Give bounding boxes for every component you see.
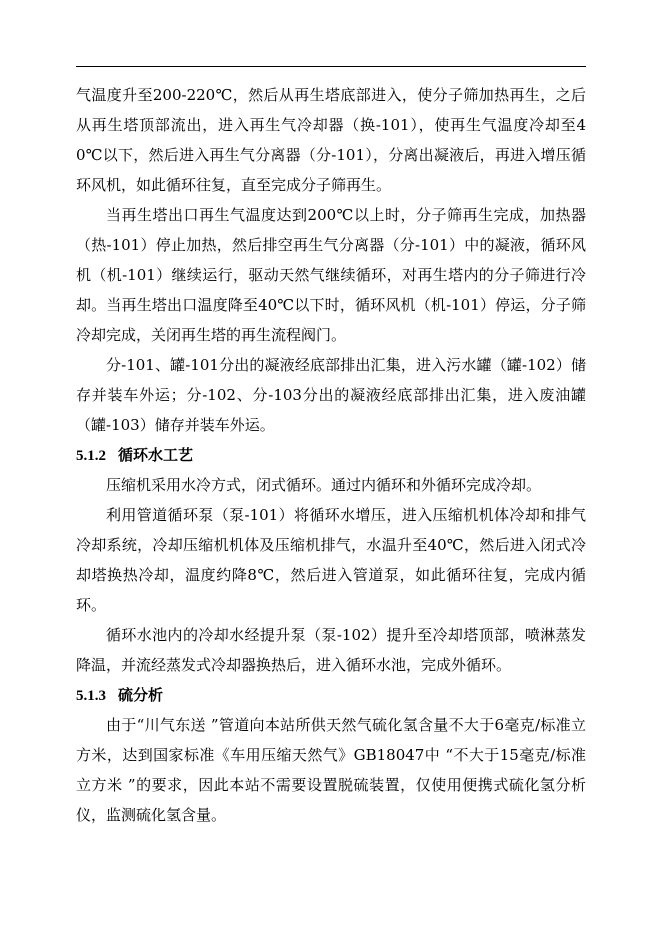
document-body bbox=[76, 80, 586, 830]
paragraph-condensate-disposal: 分-101、罐-101分出的凝液经底部排出汇集，进入污水罐（罐-102）储存并装车外运；分-102、分-103分出的凝液经底部排出汇集，进入废油罐（罐-103）储存并装车外运。 bbox=[76, 356, 586, 434]
section-number: 5.1.2 bbox=[76, 448, 106, 464]
section-heading-5-1-2 bbox=[76, 440, 586, 470]
paragraph-inner-circulation: 利用管道循环泵（泵-101）将循环水增压，进入压缩机机体冷却和排气冷却系统，冷却压缩机机体及压缩机排气，水温升至40℃，然后进入闭式冷却塔换热冷却，温度约降8℃，然后进入管道泵，如此循环往复，完成内循环。 bbox=[76, 506, 586, 614]
section-title: 循环水工艺 bbox=[118, 446, 194, 464]
section-heading-5-1-3 bbox=[76, 680, 586, 710]
paragraph-cooling-method: 压缩机采用水冷方式，闭式循环。通过内循环和外循环完成冷却。 bbox=[106, 476, 542, 494]
header-rule bbox=[76, 66, 586, 67]
paragraph-outer-circulation: 循环水池内的冷却水经提升泵（泵-102）提升至冷却塔顶部，喷淋蒸发降温，并流经蒸发式冷却器换热后，进入循环水池，完成外循环。 bbox=[76, 626, 586, 674]
paragraph-sulfur-analysis: 由于“川气东送 ”管道向本站所供天然气硫化氢含量不大于6毫克/标准立方米，达到国家标准《车用压缩天然气》GB18047中 “不大于15毫克/标准立方米 ”的要求，因此本站不需要设置脱硫装置，仅使用便携式硫化氢分析仪，监测硫化氢含量。 bbox=[76, 716, 586, 824]
paragraph-regeneration-heating: 气温度升至200-220℃，然后从再生塔底部进入，使分子筛加热再生，之后从再生塔顶部流出，进入再生气冷却器（换-101），使再生气温度冷却至40℃以下，然后进入再生气分离器（分-101），分离出凝液后，再进入增压循环风机，如此循环往复，直至完成分子筛再生。 bbox=[76, 86, 586, 194]
section-title: 硫分析 bbox=[118, 686, 164, 704]
paragraph-regeneration-cooling: 当再生塔出口再生气温度达到200℃以上时，分子筛再生完成，加热器（热-101）停止加热，然后排空再生气分离器（分-101）中的凝液，循环风机（机-101）继续运行，驱动天然气继续循环，对再生塔内的分子筛进行冷却。当再生塔出口温度降至40℃以下时，循环风机（机-101）停运，分子筛冷却完成，关闭再生塔的再生流程阀门。 bbox=[76, 206, 586, 344]
section-number: 5.1.3 bbox=[76, 688, 106, 704]
